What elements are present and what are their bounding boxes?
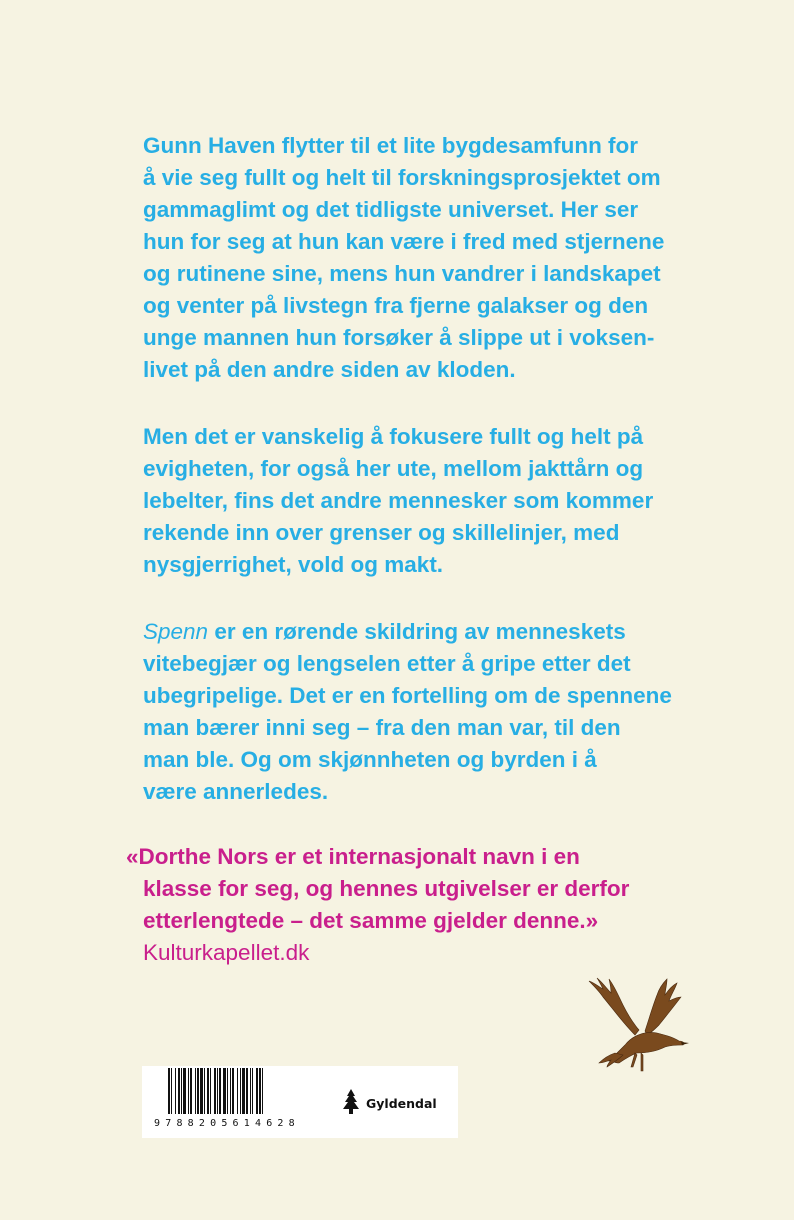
text-line: er en rørende skildring av menneskets <box>208 619 626 644</box>
text-line: vitebegjær og lengselen etter å gripe etter det <box>143 651 631 676</box>
blurb-paragraph-3 <box>143 616 672 808</box>
text-line: Men det er vanskelig å fokusere fullt og helt på <box>143 424 644 449</box>
text-line: nysgjerrighet, vold og makt. <box>143 552 444 577</box>
review-quote <box>126 841 746 937</box>
raven-illustration <box>585 975 695 1080</box>
blurb-paragraph-2 <box>143 421 653 581</box>
isbn-number: 9788205614628 <box>154 1118 300 1129</box>
text-line: å vie seg fullt og helt til forskningsprosjektet om <box>143 165 661 190</box>
text-line: rekende inn over grenser og skillelinjer, med <box>143 520 620 545</box>
quote-source: Kulturkapellet.dk <box>143 940 310 965</box>
text-line: ubegripelige. Det er en fortelling om de spennene <box>143 683 672 708</box>
quote-line: etterlengtede – det samme gjelder denne.» <box>143 908 599 933</box>
text-line: hun for seg at hun kan være i fred med stjernene <box>143 229 665 254</box>
blurb-paragraph-1 <box>143 130 664 386</box>
quote-line: klasse for seg, og hennes utgivelser er derfor <box>143 876 630 901</box>
text-line: man ble. Og om skjønnheten og byrden i å <box>143 747 597 772</box>
text-line: unge mannen hun forsøker å slippe ut i voksen- <box>143 325 655 350</box>
publisher-logo <box>340 1088 437 1118</box>
text-line: livet på den andre siden av kloden. <box>143 357 516 382</box>
text-line: lebelter, fins det andre mennesker som kommer <box>143 488 654 513</box>
barcode-panel <box>142 1066 458 1138</box>
text-line: være annerledes. <box>143 779 329 804</box>
text-line: evigheten, for også her ute, mellom jakttårn og <box>143 456 644 481</box>
quote-line: «Dorthe Nors er et internasjonalt navn i en <box>126 844 580 869</box>
tree-logo-icon <box>340 1088 362 1118</box>
text-line: og rutinene sine, mens hun vandrer i landskapet <box>143 261 661 286</box>
book-title: Spenn <box>143 619 209 644</box>
publisher-name: Gyldendal <box>366 1095 437 1111</box>
text-line: og venter på livstegn fra fjerne galakser og den <box>143 293 649 318</box>
text-line: Gunn Haven flytter til et lite bygdesamfunn for <box>143 133 639 158</box>
text-line: gammaglimt og det tidligste universet. Her ser <box>143 197 639 222</box>
text-line: man bærer inni seg – fra den man var, til den <box>143 715 621 740</box>
isbn-barcode <box>142 1066 332 1118</box>
